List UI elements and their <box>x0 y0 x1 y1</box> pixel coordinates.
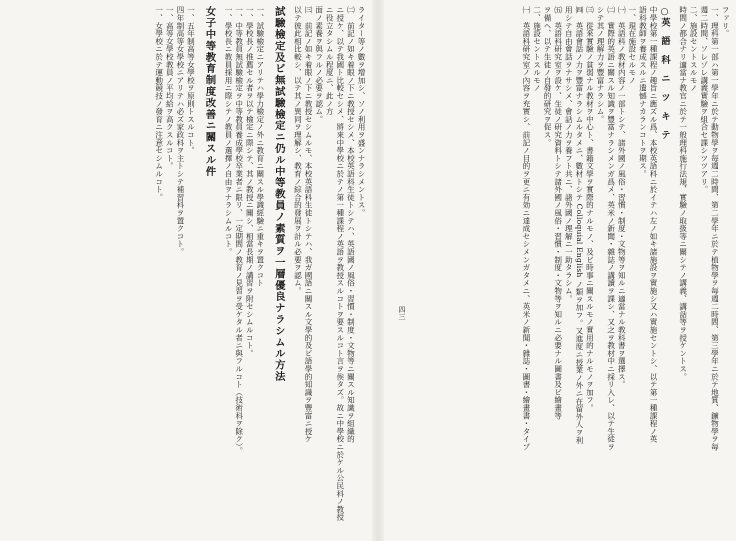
text-column: 時間ノ都合ナリ適當ナ教官ニ於テ一般理科施行法規、實驗ノ取扱等ニ關シテノ講義、講話等ヲ授ケントス。 <box>678 6 688 381</box>
text-column: 語科教師ヲ養成スルニ遺憾ナカランコトヲ期ス。 <box>638 6 648 178</box>
text-column: ライター等ノ數ヲ增加シ、ソノ利用ヲ盛ンナラシメントス。 <box>357 6 366 217</box>
text-column: 一、高等女學校教員ノ平均給ヲ高クスルコト。 <box>165 6 175 170</box>
text-column: 一、學校長ニ教員採用ニ際シテノ教員ノ選擇ノ自由ヲナラシムルコト。 <box>224 6 234 256</box>
text-column: 四年制高等女學校ニアリテハ必ズ家政科ヲ主トシテ補習科ヲ置クコト。 <box>175 6 185 256</box>
text-column: 一、學校長ノ推薦セル者ヲ以テ檢定ニ際シテ、其ノ教授ニ關シ、相當長期ノ講習ヲ附セシムルコト。 <box>245 6 255 357</box>
text-column: 用シテ自由會話ヲナサシメ、會話ノ力ヲ養フト共ニ、諸外國ノ理解ニ一助タラシム。 <box>564 6 574 303</box>
left-page <box>6 0 366 541</box>
text-column: 一、現在施設セルモノ <box>627 6 637 84</box>
text-column: 一、中等教員無試驗檢定ヲ中等教員養成學校卒業者ニ限リ、一定期間ノ教育ノ見習ヲ受ケタル者ニ與フルコト（技術科ヲ除ク）。 <box>234 6 244 455</box>
text-column: 一、理科第一部ハ第一學年ニ於テ動物學ヲ毎週二時間、第二學年ニ於テ植物學ヲ毎週二時間、第三學年ニ於テ地質、鑛物學ヲ毎 <box>710 6 720 451</box>
text-column: 一、試驗檢定ニアリテハ學力檢定ノ外ニ教育ニ關スル學識經驗ニ重キヲ置クコト <box>255 6 265 287</box>
text-column: 一、五年制高等女學校ヲ原則トスルコト。 <box>186 6 196 155</box>
text-column: ヲ備ヘ、以テ生徒ノ自發的研究ヲ促ス。 <box>543 6 553 147</box>
text-column: ㈠ 英語科研究室ノ內容ヲ充實シ、前記ノ目的ヲ更ニ有効ニ達成セシメンガタメニ、英米ノ新聞・雜誌・圖書・繪畫書・タイプ <box>521 6 531 451</box>
text-column: 中學校第一種課程ノ趣旨ニ應ズル爲、本校英語科ニ於イテハ左ノ如キ諸施設ヲ實施シ又ハ實施セントシ、以テ第一種課程ノ英 <box>649 6 659 443</box>
page-number: 四三 <box>398 306 406 320</box>
text-column: 以テ彼此相比較シ、以テ其ノ異同ヲ理解シ、教育ノ綜合的發展ヲ計ル必要ヲ認ム。 <box>293 6 303 295</box>
text-column: ㈢ 從來實驗ノ貧弱ナル教材ヲ中心ト、書籍文學ヲ實際的ナルモノ、及ビ時事ニ關スルモノ實用的ナルモノヲ加フ。 <box>585 6 595 412</box>
book-gutter <box>372 0 384 541</box>
text-column: ㈣ 英語會話ノ力ヲ豐富ナラシムルタメニ、數材トシテ Colloquial English ノ類ヲ加フ。又進度ニ授業ノ外ニ在留外人ヲ利 <box>574 6 584 444</box>
section-title: 女子中等教育制度改善ニ關スル件 <box>203 6 216 177</box>
text-column: ニ授ケ、以テ我國ト比較セシメ、將來中學校ニ於テノ第一種課程ノ英語ヲ教授スルコトヲ要スルコト言ヲ俟タズ。故ニ中學校ニ於ケル公民科ノ教授ニ役立タシムル程度ニ、此ノ方 <box>325 6 345 521</box>
text-column: ㈠ 英語科ノ教材内容ノ一部トシテ、諸外國ノ風俗・習慣・制度・文物等ヲ知ルニ適當ナル教科書ヲ選擇ス。 <box>617 6 627 389</box>
text-column: ファリ。 <box>721 6 730 38</box>
text-column: 二、施設セントスルモノ <box>532 6 542 92</box>
text-column: ㈤ 英語科研究室ヲ設ケ、生徒ノ研究資料トシテ諸外國ノ風俗・習慣・制度・文物等ヲ知ルニ必要ナル圖書及ビ繪畫等 <box>553 6 563 420</box>
text-column: シテ其ノ理解力ヲ豐富ナラシム。 <box>596 6 606 123</box>
text-column: 一、女學校ニ於テ運動競技ノ發育ニ注意セシムルコト。 <box>154 6 164 201</box>
section-title: 試驗檢定及ビ無試驗檢定ニ仍ル中等教員ノ素質ヲ一層優良ナラシムル方法 <box>272 6 285 383</box>
text-column: ㈢ 前記ノ如キ着眼ノ下ニ教授セシムルモ、本校英語科生徒トシテハ、我ガ國語ニ關スル文學的及ビ語學的知識ヲ豐富ニ授ケ <box>304 6 314 443</box>
text-column: 面ノ素養ヲ與フルノ必要ヲ認ム。 <box>314 6 324 123</box>
text-column: 週二時間、ソレゾレ講義實驗ヲ組合セ課シツツアリ。 <box>699 6 709 194</box>
text-column: ㈡ 前記ノ如キ着眼ノ下ニ教授セシメ、本校英語科生徒トシテハ、英語國ノ風俗・習慣・制度・文物等ニ關スル知識ヲ組織的 <box>346 6 356 443</box>
right-page <box>388 0 730 541</box>
subject-heading: ○英 語 科 ニ ツ キ テ <box>659 6 671 140</box>
text-column: 二、施設セントスルモノ <box>689 6 699 92</box>
text-column: ㈡ 實際的英語ニ關スル知識ヲ豐富ナラシメンガ爲メ、英米ノ新聞・雜誌ノ講讀ヲ課シ、又之ヲ教材中ニ採リ入レ、以テ生徒ヲ <box>606 6 616 451</box>
